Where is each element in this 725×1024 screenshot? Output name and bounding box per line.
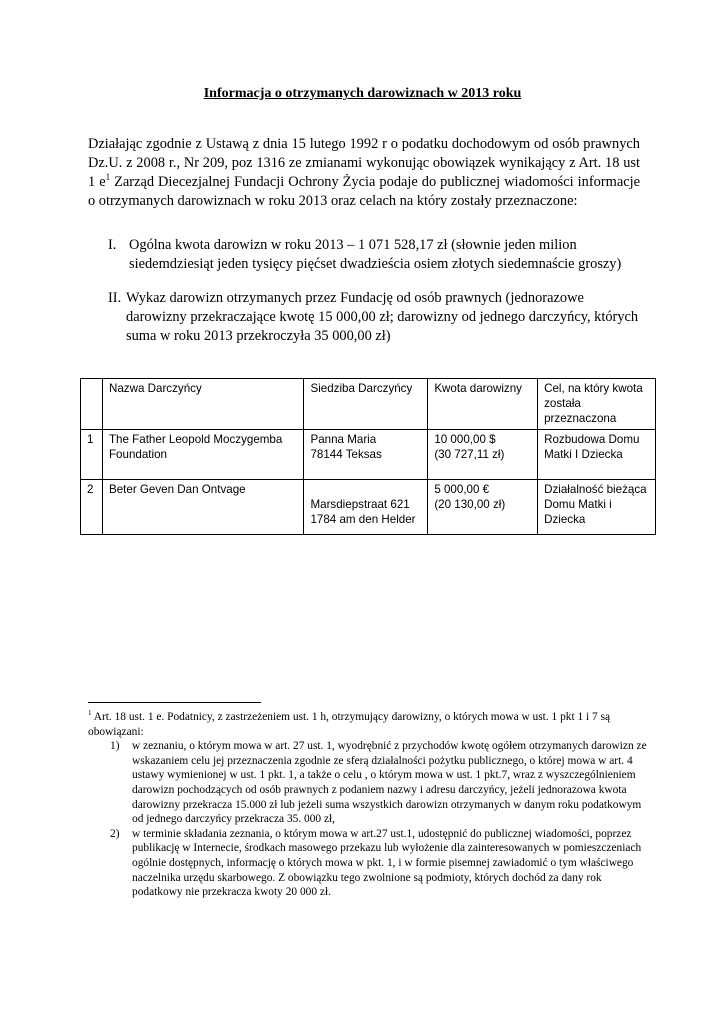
donation-amount <box>428 480 538 535</box>
cell-spacer <box>310 482 423 497</box>
footnote-point <box>88 827 648 900</box>
donor-seat <box>304 430 428 480</box>
amount-original: 10 000,00 $ <box>434 433 496 446</box>
footnote-separator <box>88 702 261 703</box>
donor-name: Beter Geven Dan Ontvage <box>102 480 304 535</box>
donor-seat-line: 1784 am den Helder <box>310 513 416 526</box>
item-number: II. <box>108 290 122 306</box>
header-cell-donor-seat: Siedziba Darczyńcy <box>304 379 428 430</box>
header-cell-donor-name: Nazwa Darczyńcy <box>102 379 304 430</box>
header-cell-amount: Kwota darowizny <box>428 379 538 430</box>
intro-text: Działając zgodnie z Ustawą z dnia 15 lutego 1992 r o podatku dochodowym od osób prawnych Dz.U. z 2008 r., Nr 209, poz 1316 ze zmianami wykonując obowiązek wynikający z Art. 18 ust 1 e <box>88 136 640 190</box>
donation-purpose: Działalność bieżąca Domu Matki i Dziecka <box>538 480 656 535</box>
header-cell-purpose: Cel, na który kwota została przeznaczona <box>538 379 656 430</box>
item-text: Ogólna kwota darowizn w roku 2013 – 1 071 528,17 zł (słownie jeden milion siedemdziesiąt jeden tysięcy pięćset dwadzieścia osiem złotych siedemnaście groszy) <box>129 237 622 272</box>
table-row <box>81 480 656 535</box>
donor-name: The Father Leopold Moczygemba Foundation <box>102 430 304 480</box>
footnote-point <box>88 739 648 827</box>
table-header-row <box>81 379 656 430</box>
footnote-points <box>88 739 648 900</box>
donor-seat-line: 78144 Teksas <box>310 448 382 461</box>
intro-paragraph <box>88 135 640 211</box>
footnote <box>88 710 648 900</box>
row-number: 1 <box>81 430 103 480</box>
document-title: Informacja o otrzymanych darowiznach w 2013 roku <box>203 86 522 101</box>
donations-table <box>80 378 656 535</box>
point-number: 1) <box>110 740 120 753</box>
intro-text-continued: Zarząd Diecezjalnej Fundacji Ochrony Życia podaje do publicznej wiadomości informacje o otrzymanych darowiznach w roku 2013 oraz celach na który zostały przeznaczone: <box>88 174 640 209</box>
point-number: 2) <box>110 827 120 840</box>
header-cell-number <box>81 379 103 430</box>
donation-purpose: Rozbudowa Domu Matki I Dziecka <box>538 430 656 480</box>
item-number: I. <box>108 237 117 253</box>
footnote-reference: 1 <box>105 172 111 183</box>
item-text: Wykaz darowizn otrzymanych przez Fundację od osób prawnych (jednorazowe darowizny przekraczające kwotę 15 000,00 zł; darowizny od jednego darczyńcy, których suma w roku 2013 przekroczyła 35 000,00 zł) <box>126 290 639 344</box>
amount-original: 5 000,00 € <box>434 483 490 496</box>
footnote-marker: 1 <box>88 709 92 718</box>
point-text: w zeznaniu, o którym mowa w art. 27 ust. 1, wyodrębnić z przychodów kwotę ogółem otrzymanych darowizn ze wskazaniem celu jej przeznaczenia zgodnie ze sferą działalności pożytku publicznego, o której mowa w art. 4 ustawy wymienionej w ust. 1 pkt. 1, a także o celu , o którym mowa w ust. 1 pkt.7, wraz z wyszczególnieniem darowizn pochodzących od osób prawnych z podaniem nazwy i adresu darczyńcy, jeżeli jednorazowa kwota darowizny przekracza 15.000 zł lub jeżeli suma wszystkich darowizn otrzymanych w danym roku podatkowym od jednego darczyńcy przekracza 35. 000 zł, <box>132 740 647 826</box>
footnote-text: Art. 18 ust. 1 e. Podatnicy, z zastrzeżeniem ust. 1 h, otrzymujący darowizny, o których mowa w ust. 1 pkt 1 i 7 są obowiązani: <box>88 711 611 738</box>
footnote-intro <box>88 710 648 739</box>
donor-seat <box>304 480 428 535</box>
donor-seat-line: Marsdiepstraat 621 <box>310 498 410 511</box>
row-number: 2 <box>81 480 103 535</box>
point-text: w terminie składania zeznania, o którym mowa w art.27 ust.1, udostępnić do publicznej wiadomości, poprzez publikację w Internecie, środkach masowego przekazu lub wyłożenie dla zainteresowanych w pomieszczeniach ogólnie dostępnych, informację o których mowa w pkt. 1, i w formie pisemnej zawiadomić o tym właściwego naczelnika urzędu skarbowego. Z obowiązku tego zwolnione są podmioty, których dochód za dany rok podatkowy nie przekracza kwoty 20 000 zł. <box>132 827 642 899</box>
donation-amount <box>428 430 538 480</box>
donor-seat-line: Panna Maria <box>310 433 377 446</box>
table-row <box>81 430 656 480</box>
amount-pln: (30 727,11 zł) <box>434 448 505 461</box>
amount-pln: (20 130,00 zł) <box>434 498 506 511</box>
